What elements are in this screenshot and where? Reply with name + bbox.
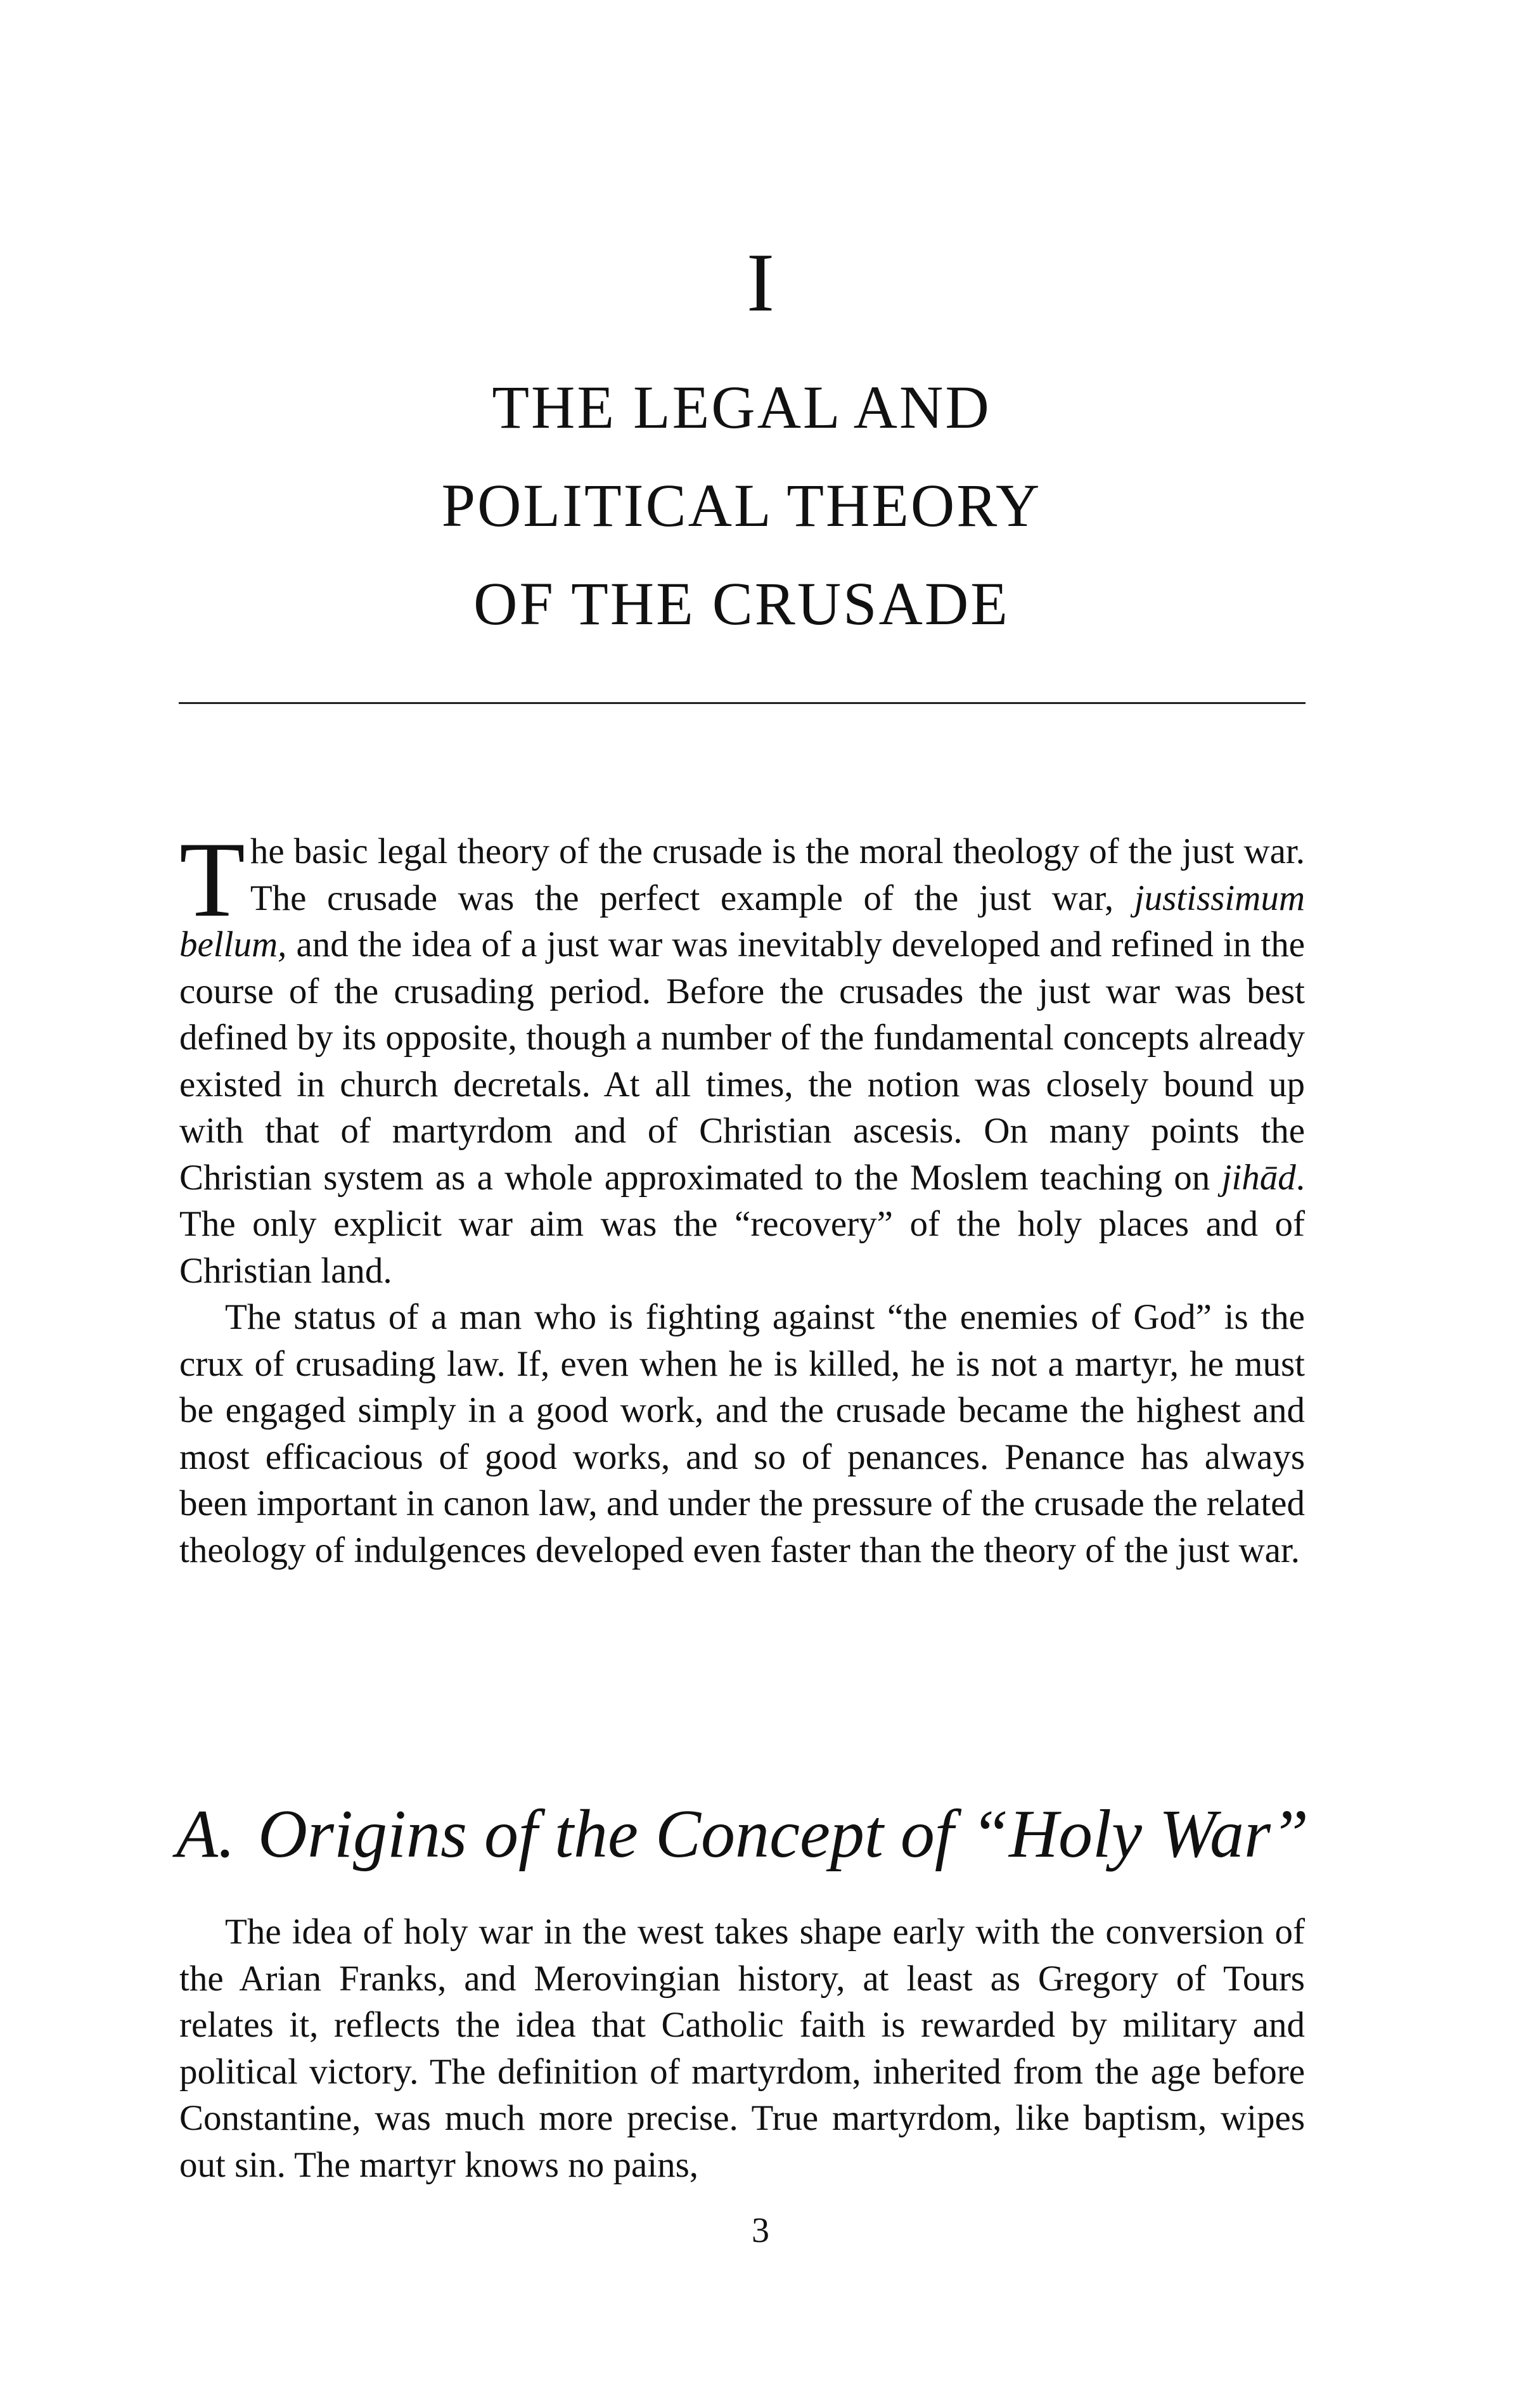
chapter-title-line-2: POLITICAL THEORY: [441, 471, 1042, 539]
section-letter: A.: [176, 1796, 235, 1872]
chapter-title: [0, 358, 1483, 653]
intro-paragraph-1-arabic-term: jihād: [1221, 1157, 1296, 1198]
intro-paragraph-2: The status of a man who is fighting against “the enemies of God” is the crux of crusading law. If, even when he is killed, he is not a martyr, he must be engaged simply in a good work, and the crusade became the highest and most efficacious of good works, and so of penances. Penance has always been important in canon law, and under the pressure of the crusade the related theology of indulgences developed even faster than the theory of the just war.: [179, 1297, 1305, 1570]
chapter-number: I: [747, 236, 774, 329]
section-heading: [176, 1793, 1317, 1876]
chapter-title-line-1: THE LEGAL AND: [492, 373, 991, 441]
intro-paragraph-1-text-b: and the idea of a just war was inevitably developed and refined in the course of the crusading period. Before the crusades the just war was best defined by its opposite, though a number of the fundamental concepts already existed in church decretals. At all times, the notion was closely bound up with that of martyrdom and of Christian ascesis. On many points the Christian system as a whole approximated to the Moslem teaching on: [179, 925, 1305, 1198]
chapter-divider-rule: [179, 702, 1306, 704]
chapter-intro: [179, 820, 1305, 1573]
drop-cap: T: [179, 820, 245, 939]
section-title: Origins of the Concept of “Holy War”: [257, 1796, 1309, 1872]
chapter-title-line-3: OF THE CRUSADE: [473, 570, 1010, 637]
page-number: 3: [752, 2211, 769, 2250]
section-paragraph-1: The idea of holy war in the west takes shape early with the conversion of the Arian Franks, and Merovingian history, at least as Gregory of Tours relates it, reflects the idea that Catholic faith is rewarded by military and political victory. The definition of martyrdom, inherited from the age before Constantine, was much more precise. True martyrdom, like baptism, wipes out sin. The martyr knows no pains,: [179, 1912, 1305, 2185]
intro-paragraph-1-text-c: . The only explicit war aim was the “recovery” of the holy places and of Christian land.: [179, 1157, 1305, 1291]
intro-paragraph-1-text-a: he basic legal theory of the crusade is the moral theology of the just war. The crusade was the perfect example of the just war,: [250, 831, 1305, 918]
section-body: [179, 1909, 1305, 2188]
intro-paragraph-1-latin-term: justissimum bellum,: [179, 878, 1305, 964]
intro-paragraph-1: [179, 820, 1305, 1294]
